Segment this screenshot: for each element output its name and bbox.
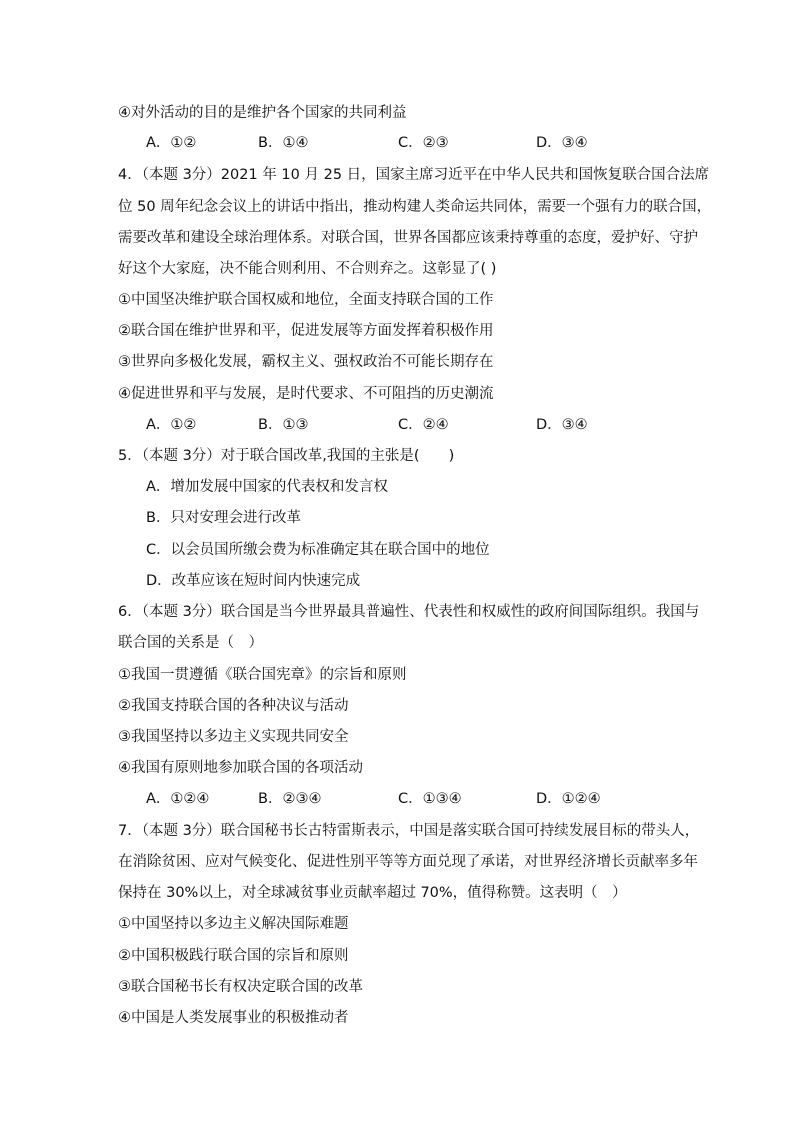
q7-option-1: ①中国坚持以多边主义解决国际难题	[118, 916, 349, 932]
q4-stem-line3: 需要改革和建设全球治理体系。对联合国，世界各国都应该秉持尊重的态度，爱护好、守护	[118, 230, 698, 246]
q7-option-3: ③联合国秘书长有权决定联合国的改革	[118, 979, 363, 995]
q5-option-c: C．以会员国所缴会费为标准确定其在联合国中的地位	[146, 542, 490, 558]
q6-choice-d: D．①②④	[536, 791, 601, 807]
q7-stem-line3: 保持在 30%以上，对全球减贫事业贡献率超过 70%，值得称赞。这表明（ ）	[118, 885, 627, 901]
q6-stem-line1: 6．（本题 3分）联合国是当今世界最具普遍性、代表性和权威性的政府间国际组织。我国与	[118, 604, 700, 620]
q6-option-4: ④我国有原则地参加联合国的各项活动	[118, 760, 363, 776]
q5-option-b: B．只对安理会进行改革	[146, 510, 301, 526]
q6-option-1: ①我国一贯遵循《联合国宪章》的宗旨和原则	[118, 667, 407, 683]
q6-choice-c: C．①③④	[398, 791, 462, 807]
q6-option-3: ③我国坚持以多边主义实现共同安全	[118, 729, 349, 745]
q6-option-2: ②我国支持联合国的各种决议与活动	[118, 698, 349, 714]
q4-option-3: ③世界向多极化发展，霸权主义、强权政治不可能长期存在	[118, 354, 494, 370]
q6-choice-a: A．①②④	[146, 791, 210, 807]
q4-option-2: ②联合国在维护世界和平，促进发展等方面发挥着积极作用	[118, 323, 494, 339]
q7-stem-line1: 7．（本题 3分）联合国秘书长古特雷斯表示，中国是落实联合国可持续发展目标的带头人，	[118, 823, 700, 839]
q3-choice-c: C．②③	[398, 135, 449, 151]
q3-choice-a: A．①②	[146, 135, 197, 151]
q4-choice-d: D．③④	[536, 417, 588, 433]
q5-option-a: A．增加发展中国家的代表权和发言权	[146, 479, 388, 495]
q4-option-4: ④促进世界和平与发展，是时代要求、不可阻挡的历史潮流	[118, 386, 494, 402]
q6-stem-line2: 联合国的关系是（ ）	[118, 635, 263, 651]
q4-choice-a: A．①②	[146, 417, 197, 433]
q6-choice-b: B．②③④	[258, 791, 322, 807]
q4-stem-line1: 4．（本题 3分）2021 年 10 月 25 日，国家主席习近平在中华人民共和国恢复联合国合法席	[118, 167, 710, 183]
q7-option-2: ②中国积极践行联合国的宗旨和原则	[118, 948, 349, 964]
q4-choice-c: C．②④	[398, 417, 449, 433]
q7-option-4: ④中国是人类发展事业的积极推动者	[118, 1010, 349, 1026]
q3-choice-d: D．③④	[536, 135, 588, 151]
q4-stem-line4: 好这个大家庭，决不能合则利用、不合则弃之。这彰显了( )	[118, 261, 497, 277]
q4-option-1: ①中国坚决维护联合国权威和地位，全面支持联合国的工作	[118, 292, 494, 308]
q4-stem-line2: 位 50 周年纪念会议上的讲话中指出，推动构建人类命运共同体，需要一个强有力的联合国，	[118, 199, 712, 215]
q5-stem: 5．（本题 3分）对于联合国改革,我国的主张是( )	[118, 448, 455, 464]
q3-choice-b: B．①④	[258, 135, 309, 151]
q3-option-4: ④对外活动的目的是维护各个国家的共同利益	[118, 105, 407, 121]
q5-option-d: D．改革应该在短时间内快速完成	[146, 573, 361, 589]
q4-choice-b: B．①③	[258, 417, 309, 433]
q7-stem-line2: 在消除贫困、应对气候变化、促进性别平等等方面兑现了承诺，对世界经济增长贡献率多年	[118, 854, 698, 870]
